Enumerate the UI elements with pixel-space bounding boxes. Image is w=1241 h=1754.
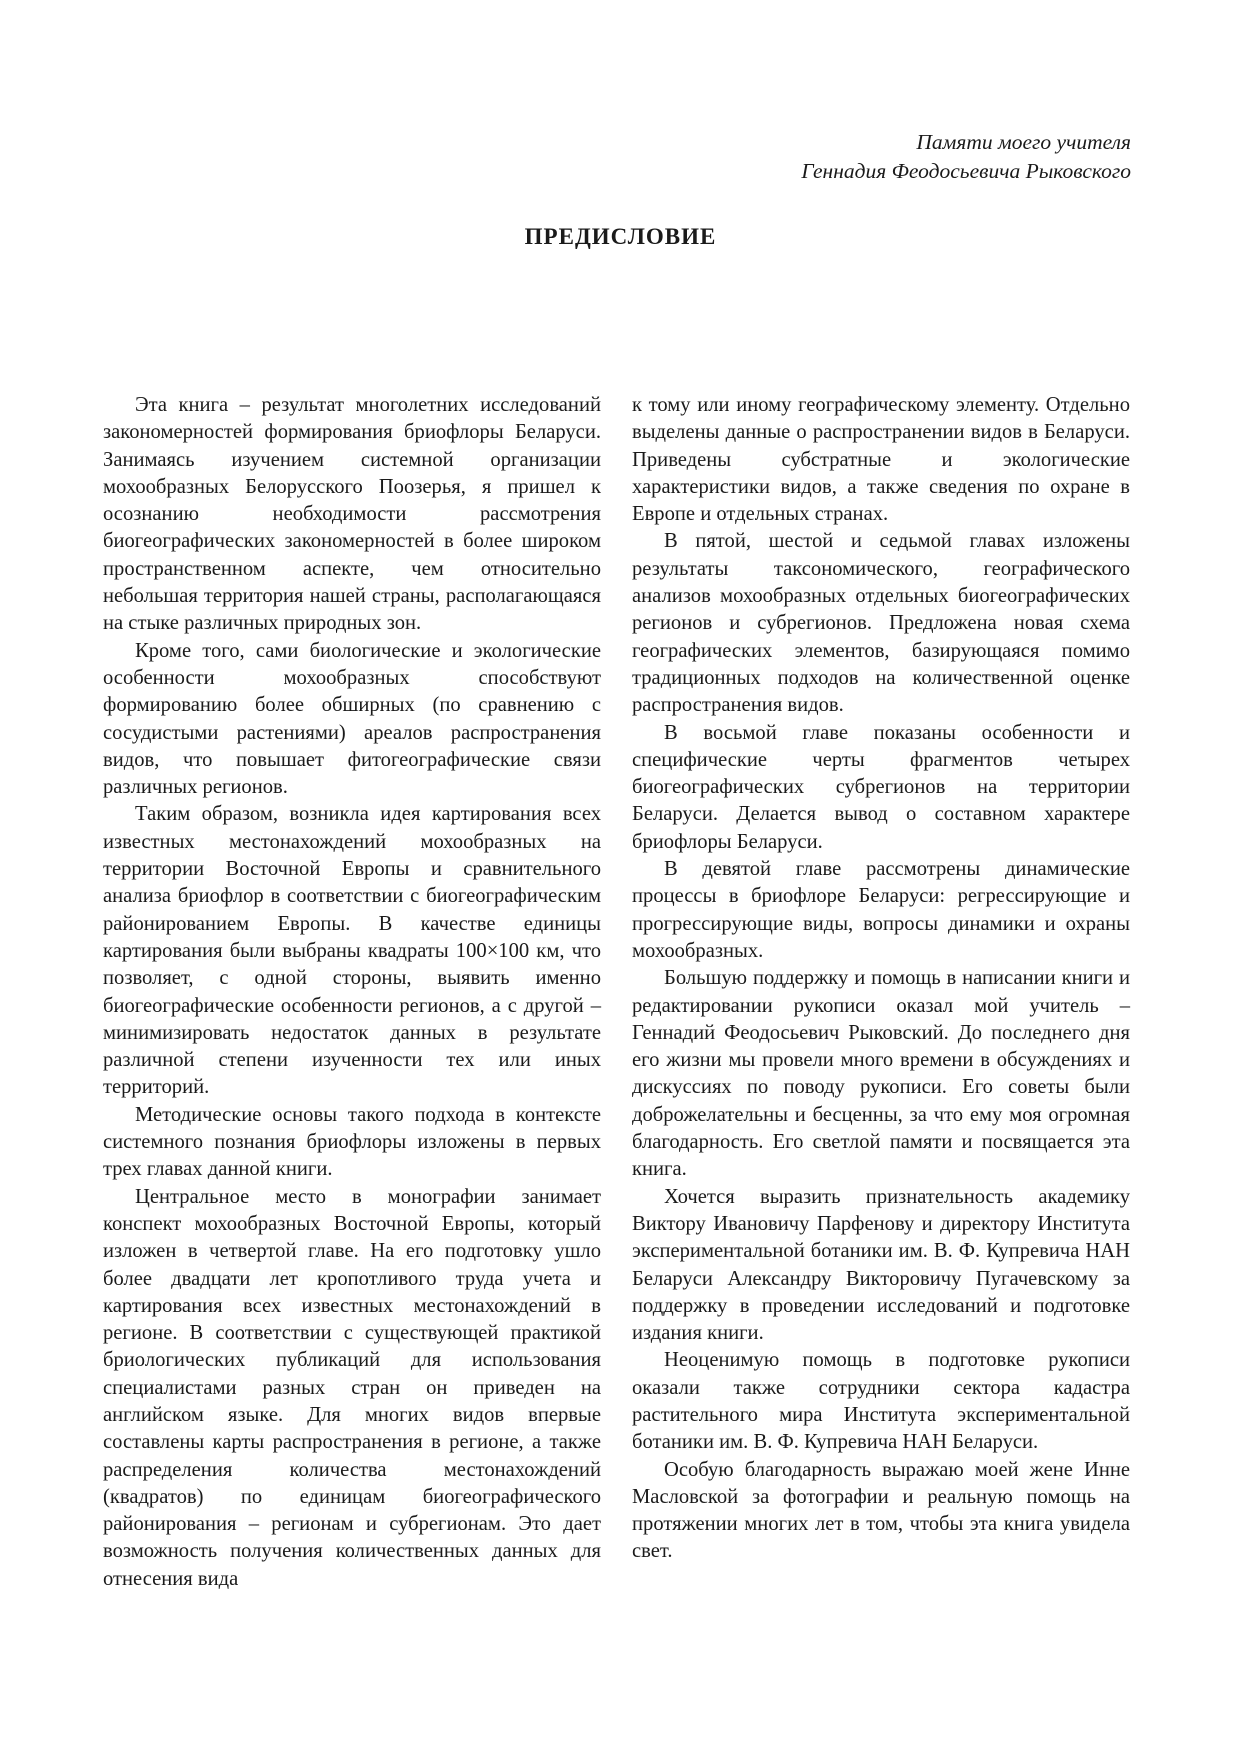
paragraph-continuation: к тому или иному географическому элементу. Отдельно выделены данные о распространении видов в Беларуси. Приведены субстратные и экологические характеристики видов, а также сведения по охране в Европе и отдельных странах. bbox=[632, 394, 1130, 526]
paragraph: Большую поддержку и помощь в написании книги и редактировании рукописи оказал мой учитель – Геннадий Феодосьевич Рыковский. До последнего дня его жизни мы провели много времени в обсуждениях и дискуссиях по поводу рукописи. Его советы были доброжелательны и бесценны, за что ему моя огромная благодарность. Его светлой памяти и посвящается эта книга. bbox=[632, 967, 1130, 1181]
paragraph: Эта книга – результат многолетних исследований закономерностей формирования бриофлоры Беларуси. Занимаясь изучением системной организации мохообразных Белорусского Поозерья, я пришел к осознанию необходимости рассмотрения биогеографических закономерностей в более широком пространственном аспекте, чем относительно небольшая территория нашей страны, располагающаяся на стыке различных природных зон. bbox=[103, 394, 601, 635]
paragraph: Особую благодарность выражаю моей жене Инне Масловской за фотографии и реальную помощь на протяжении многих лет в том, чтобы эта книга увидела свет. bbox=[632, 1458, 1130, 1563]
paragraph: В девятой главе рассмотрены динамические процессы в бриофлоре Беларуси: регрессирующие и прогрессирующие виды, вопросы динамики и охраны мохообразных. bbox=[632, 858, 1130, 962]
paragraph: Центральное место в монографии занимает конспект мохообразных Восточной Европы, который изложен в четвертой главе. На его подготовку ушло более двадцати лет кропотливого труда учета и картирования всех известных местонахождений в регионе. В соответствии с существующей практикой бриологических публикаций для использования специалистами разных стран он приведен на английском языке. Для многих видов впервые составлены карты распространения в регионе, а также распределения количества местонахождений (квадратов) по единицам биогеографического районирования – регионам и субрегионам. Это дает возможность получения количественных данных для отнесения вида bbox=[103, 1185, 601, 1590]
right-column bbox=[632, 392, 1130, 1566]
paragraph: Таким образом, возникла идея картирования всех известных местонахождений мохообразных на территории Восточной Европы и сравнительного анализа бриофлор в соответствии с биогеографическим районированием Европы. В качестве единицы картирования были выбраны квадраты 100×100 км, что позволяет, с одной стороны, выявить именно биогеографические особенности регионов, а с другой – минимизировать недостаток данных в результате различной степени изученности тех или иных территорий. bbox=[103, 803, 601, 1099]
dedication-line-2: Геннадия Феодосьевича Рыковского bbox=[801, 159, 1131, 183]
paragraph: Хочется выразить признательность академику Виктору Ивановичу Парфенову и директору Института экспериментальной ботаники им. В. Ф. Купревича НАН Беларуси Александру Викторовичу Пугачевскому за поддержку в проведении исследований и подготовке издания книги. bbox=[632, 1185, 1130, 1345]
dedication bbox=[801, 128, 1131, 186]
paragraph: Методические основы такого подхода в контексте системного познания бриофлоры изложены в первых трех главах данной книги. bbox=[103, 1103, 601, 1181]
left-column bbox=[103, 392, 601, 1593]
paragraph: В пятой, шестой и седьмой главах изложены результаты таксономического, географического анализов мохообразных отдельных биогеографических регионов и субрегионов. Предложена новая схема географических элементов, базирующаяся помимо традиционных подходов на количественной оценке распространения видов. bbox=[632, 530, 1130, 717]
paragraph: Кроме того, сами биологические и экологические особенности мохообразных способствуют формированию более обширных (по сравнению с сосудистыми растениями) ареалов распространения видов, что повышает фитогеографические связи различных регионов. bbox=[103, 639, 601, 799]
paragraph: В восьмой главе показаны особенности и специфические черты фрагментов четырех биогеографических субрегионов на территории Беларуси. Делается вывод о составном характере бриофлоры Беларуси. bbox=[632, 721, 1130, 853]
page-title: ПРЕДИСЛОВИЕ bbox=[524, 224, 717, 249]
dedication-line-1: Памяти моего учителя bbox=[916, 130, 1131, 154]
paragraph: Неоценимую помощь в подготовке рукописи оказали также сотрудники сектора кадастра растительного мира Института экспериментальной ботаники им. В. Ф. Купревича НАН Беларуси. bbox=[632, 1349, 1130, 1454]
